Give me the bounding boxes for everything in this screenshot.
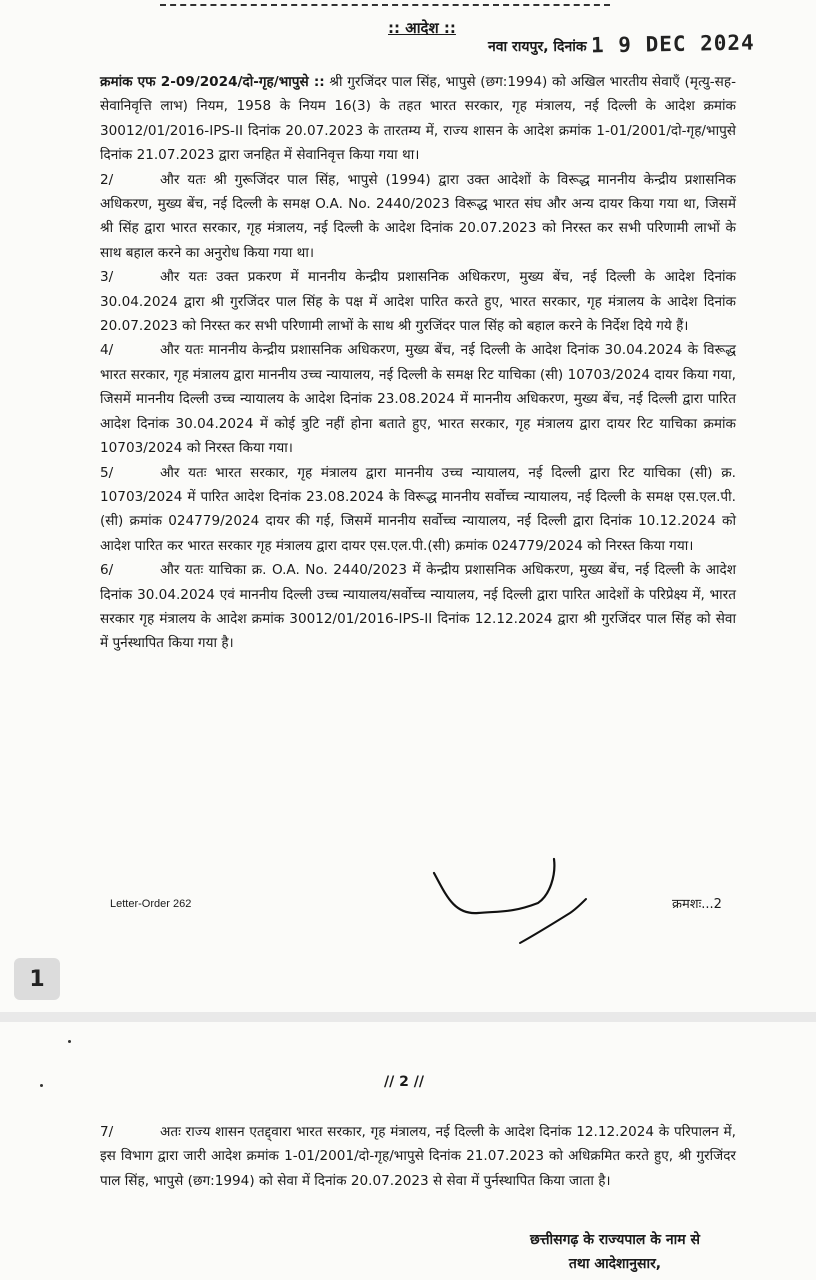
signoff-line-2: तथा आदेशानुसार, [568,1256,662,1272]
paragraph-text: अतः राज्य शासन एतद्द्वारा भारत सरकार, गृह मंत्रालय, नई दिल्ली के आदेश दिनांक 12.12.2024 के परिपालन में, इस विभाग द्वारा जारी आदेश क्रमांक 1-01/2001/दो-गृह/भापुसे दिनांक 21.07.2023 को अधिक्रमित करते हुए, श्री गुरजिंदर पाल सिंह, भापुसे (छग:1994) को सेवा में दिनांक 20.07.2023 से सेवा में पुर्नस्थापित किया जाता है। [100,1124,736,1189]
order-heading: :: आदेश :: [388,19,456,37]
top-dashed-rule [160,4,610,6]
signoff-block [500,1228,730,1276]
paragraph-3 [100,265,736,338]
handwritten-signature [420,855,590,950]
paragraph-1-text: श्री गुरजिंदर पाल सिंह, भापुसे (छग:1994) को अखिल भारतीय सेवाएँ (मृत्यु-सह-सेवानिवृत्ति लाभ) नियम, 1958 के नियम 16(3) के तहत भारत सरकार, गृह मंत्रालय, नई दिल्ली के आदेश क्रमांक 30012/01/2016-IPS-II दिनांक 20.07.2023 के तारतम्य में, राज्य शासन के आदेश क्रमांक 1-01/2001/दो-गृह/भापुसे दिनांक 21.07.2023 द्वारा जनहित में सेवानिवृत्त किया गया था। [100,74,736,164]
signoff-line-1: छत्तीसगढ़ के राज्यपाल के नाम से [530,1232,700,1248]
paragraph-number: 5/ [100,464,114,481]
paragraph-number: 7/ [100,1124,114,1140]
paragraph-number: 6/ [100,562,114,579]
paragraph-text: और यतः याचिका क्र. O.A. No. 2440/2023 में केन्द्रीय प्रशासनिक अधिकरण, मुख्य बेंच, नई दिल्ली के आदेश दिनांक 30.04.2024 एवं माननीय दिल्ली उच्च न्यायालय/सर्वोच्च न्यायालय, नई दिल्ली द्वारा पारित आदेशों के परिप्रेक्ष्य में, भारत सरकार गृह मंत्रालय के आदेश क्रमांक 30012/01/2016-IPS-II दिनांक 12.12.2024 द्वारा श्री गुरजिंदर पाल सिंह को सेवा में पुर्नस्थापित किया गया है। [100,562,736,652]
speck-dot [68,1040,71,1043]
paragraph-5 [100,461,736,559]
paragraph-text: और यतः श्री गुरूजिंदर पाल सिंह, भापुसे (1994) द्वारा उक्त आदेशों के विरूद्ध माननीय केन्द्रीय प्रशासनिक अधिकरण, मुख्य बेंच, नई दिल्ली के समक्ष O.A. No. 2440/2023 विरूद्ध भारत संघ और अन्य दायर किया गया था, जिसमें श्री सिंह द्वारा भारत सरकार, गृह मंत्रालय, नई दिल्ली के आदेश दिनांक 20.07.2023 को निरस्त कर सभी परिणामी लाभों के साथ बहाल करने का अनुरोध किया गया था। [100,171,736,261]
letter-order-label: Letter-Order 262 [110,898,192,910]
page-two [0,1022,816,1280]
speck-dot [40,1084,43,1087]
place-date-line [488,32,755,56]
paragraph-text: और यतः भारत सरकार, गृह मंत्रालय द्वारा माननीय उच्च न्यायालय, नई दिल्ली द्वारा रिट याचिका (सी) क्र. 10703/2024 में पारित आदेश दिनांक 23.08.2024 के विरूद्ध माननीय सर्वोच्च न्यायालय, नई दिल्ली के समक्ष एस.एल.पी.(सी) क्रमांक 024779/2024 दायर की गई, जिसमें माननीय सर्वोच्च न्यायालय, नई दिल्ली द्वारा दिनांक 10.12.2024 को आदेश पारित कर भारत सरकार गृह मंत्रालय द्वारा दायर एस.एल.पी.(सी) क्रमांक 024779/2024 को निरस्त किया गया। [100,464,736,554]
paragraph-2 [100,168,736,266]
place-date-label: नवा रायपुर, दिनांक [488,39,587,55]
paragraph-4 [100,338,736,460]
paragraph-1 [100,70,736,168]
order-reference: क्रमांक एफ 2-09/2024/दो-गृह/भापुसे :: [100,74,325,90]
page-number-badge: 1 [14,958,60,1000]
paragraph-number: 3/ [100,269,114,286]
date-stamp: 1 9 DEC 2024 [591,30,756,58]
paragraph-number: 4/ [100,342,114,359]
paragraph-number: 2/ [100,171,114,188]
order-body [100,70,736,656]
paragraph-6 [100,558,736,656]
page-two-header: // 2 // [384,1074,424,1090]
paragraph-text: और यतः माननीय केन्द्रीय प्रशासनिक अधिकरण, मुख्य बेंच, नई दिल्ली के आदेश दिनांक 30.04.2024 के विरूद्ध भारत सरकार, गृह मंत्रालय द्वारा माननीय उच्च न्यायालय, नई दिल्ली के समक्ष रिट याचिका (सी) 10703/2024 दायर किया गया, जिसमें माननीय दिल्ली उच्च न्यायालय के आदेश दिनांक 23.08.2024 में माननीय अधिकरण, मुख्य बेंच, नई दिल्ली द्वारा पारित आदेश दिनांक 30.04.2024 में कोई त्रुटि नहीं होना बताते हुए, भारत सरकार, गृह मंत्रालय द्वारा दायर रिट याचिका क्रमांक 10703/2024 को निरस्त किया गया। [100,342,736,457]
paragraph-text: और यतः उक्त प्रकरण में माननीय केन्द्रीय प्रशासनिक अधिकरण, मुख्य बेंच, नई दिल्ली के आदेश दिनांक 30.04.2024 द्वारा श्री गुरजिंदर पाल सिंह के पक्ष में आदेश पारित करते हुए, भारत सरकार, गृह मंत्रालय के आदेश दिनांक 20.07.2023 को निरस्त कर सभी परिणामी लाभों के साथ श्री गुरजिंदर पाल सिंह को बहाल करने के निर्देश दिये गये हैं। [100,269,736,335]
continued-marker: क्रमशः...2 [672,897,722,912]
paragraph-7 [100,1120,736,1193]
page-two-body [100,1120,736,1193]
